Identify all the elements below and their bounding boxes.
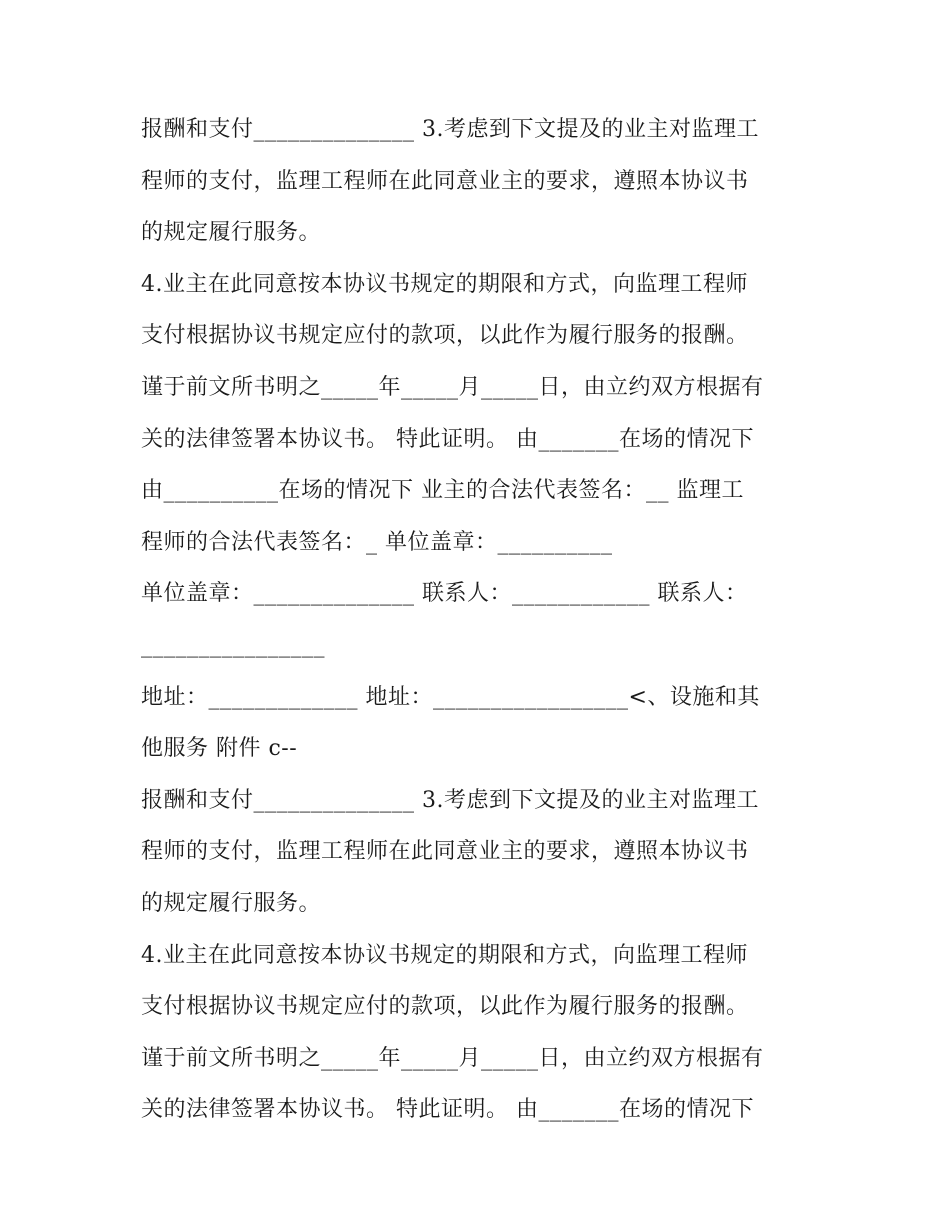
text-line: 报酬和支付______________ 3.考虑到下文提及的业主对监理工 — [141, 117, 759, 142]
text-line: 地址：_____________ 地址：_________________<、设施和其 — [141, 684, 760, 710]
text-line: 他服务 附件 c-- — [141, 736, 298, 762]
text-line: 4.业主在此同意按本协议书规定的期限和方式，向监理工程师 — [141, 271, 748, 297]
text-line: 的规定履行服务。 — [141, 220, 322, 246]
text-line: 关的法律签署本协议书。 特此证明。 由_______在场的情况下 — [141, 1097, 754, 1123]
text-line: 程师的合法代表签名：_ 单位盖章：__________ — [141, 529, 613, 555]
text-line: 支付根据协议书规定应付的款项，以此作为履行服务的报酬。 — [141, 323, 749, 349]
text-line: 由__________在场的情况下 业主的合法代表签名：__ 监理工 — [141, 478, 744, 504]
text-line: 谨于前文所书明之_____年_____月_____日，由立约双方根据有 — [141, 374, 764, 400]
text-line: 报酬和支付______________ 3.考虑到下文提及的业主对监理工 — [141, 787, 759, 813]
document-body — [141, 104, 813, 1136]
text-line: 程师的支付，监理工程师在此同意业主的要求，遵照本协议书 — [141, 839, 749, 865]
text-line: 谨于前文所书明之_____年_____月_____日，由立约双方根据有 — [141, 1045, 764, 1071]
text-line: 关的法律签署本协议书。 特此证明。 由_______在场的情况下 — [141, 426, 754, 452]
text-line: 的规定履行服务。 — [141, 890, 322, 916]
text-line: 支付根据协议书规定应付的款项，以此作为履行服务的报酬。 — [141, 994, 749, 1020]
text-line: ________________ — [141, 632, 325, 658]
text-line: 4.业主在此同意按本协议书规定的期限和方式，向监理工程师 — [141, 942, 748, 968]
text-line: 单位盖章：______________ 联系人：____________ 联系人： — [141, 581, 748, 607]
text-line: 程师的支付，监理工程师在此同意业主的要求，遵照本协议书 — [141, 168, 749, 194]
